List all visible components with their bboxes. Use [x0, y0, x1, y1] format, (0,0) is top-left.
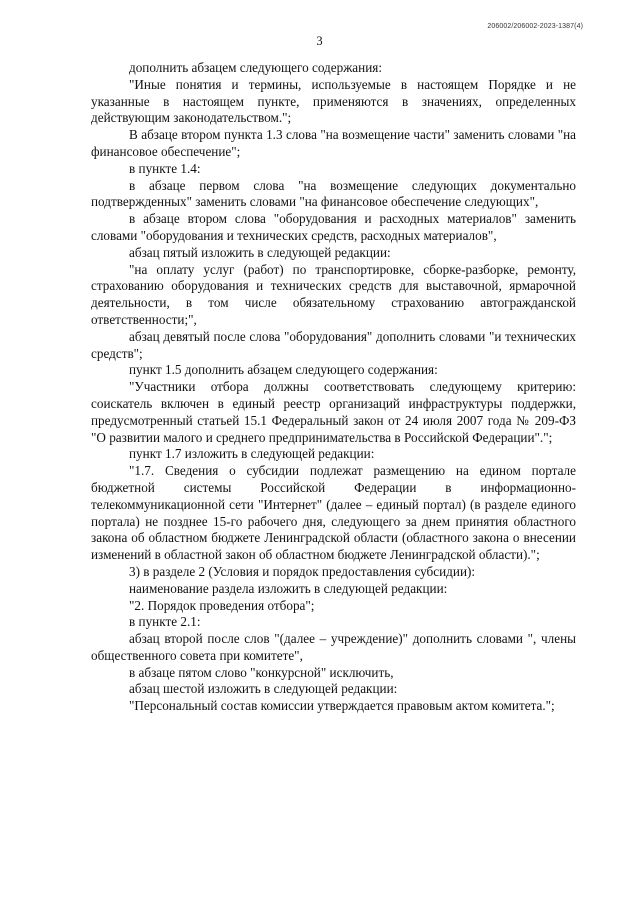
- paragraph: "2. Порядок проведения отбора";: [129, 597, 315, 613]
- paragraph: дополнить абзацем следующего содержания:: [129, 60, 383, 75]
- paragraph: пункт 1.7 изложить в следующей редакции:: [129, 446, 375, 462]
- paragraph: в абзаце первом слова "на возмещение следующих документально подтвержденных" заменить словами "на финансовое обеспечение следующих",: [91, 177, 576, 210]
- paragraph: в пункте 1.4:: [129, 160, 201, 176]
- paragraph: 3) в разделе 2 (Условия и порядок предоставления субсидии):: [129, 563, 476, 579]
- document-body: [91, 60, 576, 715]
- paragraph: абзац пятый изложить в следующей редакции:: [129, 244, 391, 260]
- paragraph: "на оплату услуг (работ) по транспортировке, сборке-разборке, ремонту, страхованию оборудования и технических средств для выставочной, ярмарочной деятельности, в том числе обязательному страхованию автогражданской ответственности;",: [91, 261, 576, 327]
- paragraph: "Иные понятия и термины, используемые в настоящем Порядке и не указанные в настоящем пункте, применяются в значениях, определенных действующим законодательством.";: [91, 76, 576, 126]
- paragraph: "Участники отбора должны соответствовать следующему критерию: соискатель включен в единый реестр организаций инфраструктуры поддержки, предусмотренный статьей 15.1 Федеральный закон от 24 июля 2007 года № 209-ФЗ "О развитии малого и среднего предпринимательства в Российской Федерации".";: [91, 379, 576, 445]
- paragraph: в пункте 2.1:: [129, 614, 201, 630]
- paragraph: В абзаце втором пункта 1.3 слова "на возмещение части" заменить словами "на финансовое обеспечение";: [91, 127, 576, 159]
- paragraph: "1.7. Сведения о субсидии подлежат размещению на едином портале бюджетной системы Российской Федерации в информационно-телекоммуникационной сети "Интернет" (далее – единый портал) (в разделе единого портала) не позднее 15-го рабочего дня, следующего за днем принятия областного закона об областном бюджете Ленинградской области (областного закона о внесении изменений в областной закон об областном бюджете Ленинградской области).";: [91, 463, 576, 563]
- paragraph: абзац девятый после слова "оборудования" дополнить словами "и технических средств";: [91, 328, 576, 361]
- paragraph: наименование раздела изложить в следующей редакции:: [129, 580, 448, 596]
- paragraph: абзац шестой изложить в следующей редакции:: [129, 681, 398, 697]
- paragraph: абзац второй после слов "(далее – учреждение)" дополнить словами ", члены общественного совета при комитете",: [91, 631, 576, 663]
- paragraph: пункт 1.5 дополнить абзацем следующего содержания:: [129, 362, 438, 378]
- paragraph: "Персональный состав комиссии утверждается правовым актом комитета.";: [129, 698, 555, 714]
- paragraph: в абзаце втором слова "оборудования и расходных материалов" заменить словами "оборудования и технических средств, расходных материалов",: [91, 211, 576, 243]
- paragraph: в абзаце пятом слово "конкурсной" исключить,: [129, 664, 394, 680]
- document-code: 206002/206002-2023-1387(4): [487, 23, 583, 30]
- page-number: 3: [316, 34, 323, 48]
